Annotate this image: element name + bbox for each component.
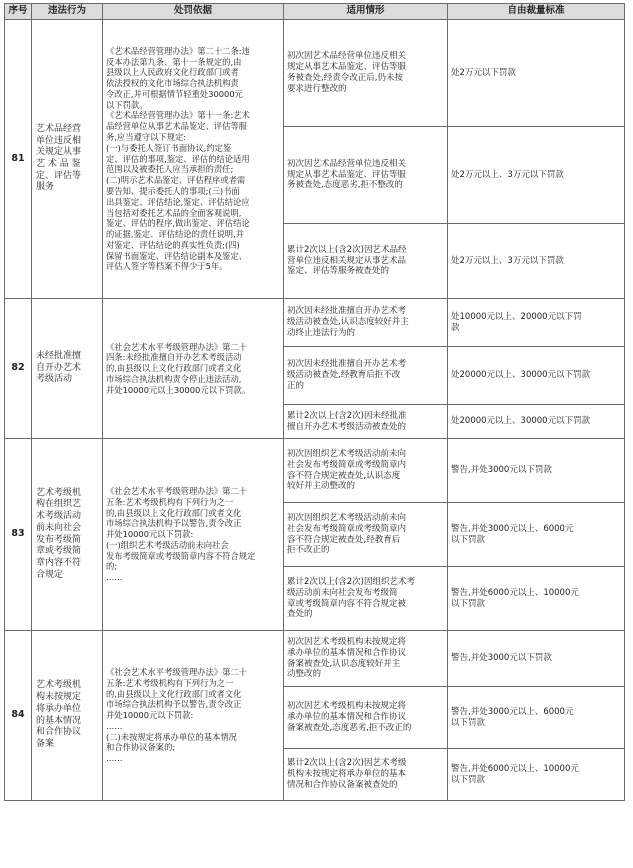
standard-line: 处20000元以上、30000元以下罚款 [451, 416, 591, 427]
discretion-standard-cell [448, 439, 625, 503]
table-row [5, 20, 625, 127]
violation-line: 定、评估等 [36, 170, 82, 181]
situation-line: 初次因未经批准擅自开办艺术考 [287, 306, 407, 317]
discretion-standard-cell [448, 503, 625, 567]
violation-line: 艺术考级机 [36, 680, 82, 691]
standard-line: 以下罚款 [451, 598, 486, 609]
situation-line: 社会发布考级简章或考级简章内 [287, 459, 407, 470]
applicable-situation-cell [284, 224, 448, 299]
applicable-situation-cell [284, 347, 448, 405]
table-row [5, 299, 625, 347]
violation-line: 章内容不符 [36, 557, 82, 568]
penalty-basis-line: 《艺术品经营管理办法》第二十二条:违 [106, 45, 250, 56]
penalty-basis-line: 的证据,鉴定、评估结论的责任说明,并 [106, 229, 245, 240]
header-applicable-situation: 适用情形 [284, 4, 448, 20]
violation-line: 艺术考级机 [36, 487, 82, 498]
applicable-situation-cell [284, 567, 448, 631]
penalty-standards-table [4, 3, 624, 801]
violation-line: 未经批准擅 [36, 350, 82, 361]
violation-cell [32, 299, 103, 439]
violation-line: 构未按规定 [36, 692, 82, 703]
situation-line: 机构未按规定将承办单位的基本 [287, 769, 407, 780]
applicable-situation-cell [284, 439, 448, 503]
violation-line: 构在组织艺 [36, 499, 82, 510]
penalty-basis-cell [103, 20, 284, 299]
situation-line: 初次因组织艺术考级活动前未向 [287, 512, 407, 523]
penalty-basis-line: 保留书面鉴定、评估结论副本及鉴定、 [106, 250, 248, 261]
penalty-basis-line: 反本办法第九条、第十一条规定的,由 [106, 56, 242, 67]
header-violation: 违法行为 [32, 4, 103, 20]
situation-line: 级活动被查处,经教育后拒不改 [287, 370, 401, 381]
discretion-standard-cell [448, 20, 625, 127]
penalty-basis-line: 依法授权的文化市场综合执法机构责 [106, 78, 239, 89]
violation-line: 合规定 [36, 569, 64, 580]
applicable-situation-cell [284, 631, 448, 687]
violation-cell [32, 20, 103, 299]
penalty-basis-line: 市场综合执法机构予以警告,责令改正 [106, 518, 242, 529]
situation-line: 章或考级简章内容不符合规定被 [287, 598, 407, 609]
violation-line: 的基本情况 [36, 715, 82, 726]
situation-line: 承办单位的基本情况和合作协议 [287, 712, 407, 723]
situation-line: 动整改的 [287, 669, 322, 680]
penalty-basis-line: 和合作协议备案的; [106, 742, 176, 753]
violation-line: 艺术品经营 [36, 123, 82, 134]
situation-line: 初次因艺术品经营单位违反相关 [287, 51, 407, 62]
table-row [5, 439, 625, 503]
penalty-basis-line: 评估人签字等档案不得少于5年。 [106, 261, 228, 272]
discretion-standard-cell [448, 749, 625, 801]
penalty-basis-line: 五条:艺术考级机构有下列行为之一 [106, 677, 234, 688]
applicable-situation-cell [284, 20, 448, 127]
violation-line: 前未向社会 [36, 522, 82, 533]
penalty-basis-line: 《艺术品经营管理办法》第十一条:艺术 [106, 110, 250, 121]
situation-line: 累计2次以上(含2次)因未经批准 [287, 410, 407, 421]
violation-line: 术考级活动 [36, 511, 82, 522]
situation-line: 要求进行整改的 [287, 83, 347, 94]
penalty-basis-line: 令改正,并可根据情节轻重处30000元 [106, 88, 243, 99]
situation-line: 社会发布考级简章或考级简章内 [287, 523, 407, 534]
standard-line: 款 [451, 322, 460, 333]
penalty-basis-line: 《社会艺术水平考级管理办法》第二十 [106, 341, 248, 352]
standard-line: 处2万元以上、3万元以下罚款 [451, 255, 564, 266]
penalty-basis-line: 发布考级简章或考级简章内容不符合规定 [106, 550, 256, 561]
penalty-basis-line: 市场综合执法机构责令停止违法活动, [106, 373, 242, 384]
applicable-situation-cell [284, 405, 448, 439]
situation-line: 规定从事艺术品鉴定、评估等服 [287, 62, 407, 73]
applicable-situation-cell [284, 299, 448, 347]
situation-line: 备案被查处,态度恶劣,拒不改正的 [287, 722, 412, 733]
standard-line: 处2万元以上、3万元以下罚款 [451, 169, 564, 180]
situation-line: 鉴定、评估等服务被查处的 [287, 266, 390, 277]
penalty-basis-line: 四条:未经批准擅自开办艺术考级活动 [106, 352, 242, 363]
penalty-basis-line: 品经营单位从事艺术品鉴定、评估等服 [106, 121, 248, 132]
discretion-standard-cell [448, 127, 625, 224]
situation-line: 备案被查处,认识态度较好并主 [287, 658, 401, 669]
standard-line: 以下罚款 [451, 717, 486, 728]
penalty-basis-cell [103, 299, 284, 439]
penalty-basis-line: 市场综合执法机构予以警告,责令改正 [106, 699, 242, 710]
situation-line: 正的 [287, 380, 305, 391]
standard-line: 警告,并处3000元以下罚款 [451, 653, 552, 664]
serial-number-cell: 81 [5, 20, 32, 299]
situation-line: 初次因艺术考级机构未按规定将 [287, 701, 407, 712]
header-row [5, 4, 625, 20]
standard-line: 处20000元以上、30000元以下罚款 [451, 370, 591, 381]
situation-line: 拒不改正的 [287, 545, 330, 556]
situation-line: 初次因艺术考级机构未按规定将 [287, 636, 407, 647]
penalty-basis-line: …… [106, 572, 123, 583]
situation-line: 务被查处,经责令改正后,仍未按 [287, 73, 403, 83]
violation-line: 和合作协议 [36, 727, 82, 738]
violation-line: 艺 术 品 鉴 [36, 159, 81, 169]
serial-number-cell: 83 [5, 439, 32, 631]
situation-line: 初次因未经批准擅自开办艺术考 [287, 359, 407, 370]
penalty-basis-line: 鉴定、评估的程序,做出鉴定、评估结论 [106, 218, 250, 229]
situation-line: 初次因组织艺术考级活动前未向 [287, 448, 407, 459]
penalty-basis-line: 务,应当遵守以下规定: [106, 132, 187, 143]
header-serial: 序号 [5, 4, 32, 20]
penalty-basis-line: 范围以及被委托人应当承担的责任; [106, 164, 234, 175]
situation-line: 务被查处,态度恶劣,拒不整改的 [287, 180, 403, 191]
violation-line: 章或考级简 [36, 546, 82, 557]
table [4, 3, 625, 801]
standard-line: 警告,并处6000元以上、10000元 [451, 763, 579, 774]
situation-line: 容不符合规定被查处,经教育后 [287, 534, 401, 545]
discretion-standard-cell [448, 347, 625, 405]
applicable-situation-cell [284, 127, 448, 224]
violation-line: 发布考级简 [36, 534, 82, 545]
situation-line: 累计2次以上(含2次)因艺术品经 [287, 244, 407, 255]
situation-line: 营单位违反相关规定从事艺术品 [287, 255, 407, 266]
situation-line: 查处的 [287, 609, 313, 620]
situation-line: 容不符合规定被查处,认识态度 [287, 470, 401, 481]
penalty-basis-line: 五条:艺术考级机构有下列行为之一 [106, 496, 234, 507]
violation-line: 单位违反相 [36, 135, 82, 146]
discretion-standard-cell [448, 631, 625, 687]
standard-line: 警告,并处3000元以下罚款 [451, 465, 552, 476]
penalty-basis-line: 《社会艺术水平考级管理办法》第二十 [106, 666, 248, 677]
violation-line: 关规定从事 [36, 147, 82, 158]
situation-line: 级活动前未向社会发布考级简 [287, 587, 398, 598]
penalty-basis-line: 县级以上人民政府文化行政部门或者 [106, 67, 239, 78]
penalty-basis-line: 要告知、提示委托人的事项;(三)书面 [106, 185, 240, 196]
penalty-basis-line: 《社会艺术水平考级管理办法》第二十 [106, 485, 248, 496]
penalty-basis-line: 当包括对委托艺术品的全面客观说明, [106, 207, 242, 218]
violation-line: 自开办艺术 [36, 362, 82, 373]
penalty-basis-line: (二)明示艺术品鉴定、评估程序或者需 [106, 175, 246, 186]
penalty-basis-line: (一)组织艺术考级活动前未向社会 [106, 539, 229, 550]
penalty-basis-cell [103, 439, 284, 631]
header-discretion-standard: 自由裁量标准 [448, 4, 625, 20]
penalty-basis-line: 对鉴定、评估结论的真实性负责;(四) [106, 239, 240, 250]
violation-cell [32, 631, 103, 801]
header-penalty-basis: 处罚依据 [103, 4, 284, 20]
discretion-standard-cell [448, 299, 625, 347]
discretion-standard-cell [448, 224, 625, 299]
penalty-basis-line: (一)与委托人签订书面协议,约定鉴 [106, 142, 232, 153]
discretion-standard-cell [448, 567, 625, 631]
standard-line: 警告,并处3000元以上、6000元 [451, 523, 574, 534]
situation-line: 规定从事艺术品鉴定、评估等服 [287, 169, 407, 180]
situation-line: 动终止违法行为的 [287, 327, 356, 338]
standard-line: 以下罚款 [451, 774, 486, 785]
situation-line: 擅自开办艺术考级活动被查处的 [287, 421, 407, 432]
serial-number-cell: 84 [5, 631, 32, 801]
standard-line: 处10000元以上、20000元以下罚 [451, 311, 582, 322]
penalty-basis-line: 的; [106, 561, 118, 572]
table-row [5, 631, 625, 687]
penalty-basis-line: 定、评估的事项,鉴定、评估的结论适用 [106, 153, 250, 164]
situation-line: 情况和合作协议备案被查处的 [287, 779, 398, 790]
situation-line: 较好并主动整改的 [287, 481, 356, 492]
violation-line: 考级活动 [36, 374, 73, 385]
situation-line: 初次因艺术品经营单位违反相关 [287, 158, 407, 169]
penalty-basis-line: 并处10000元以上30000元以下罚款。 [106, 384, 251, 395]
discretion-standard-cell [448, 405, 625, 439]
situation-line: 承办单位的基本情况和合作协议 [287, 647, 407, 658]
penalty-basis-line: 并处10000元以下罚款: [106, 529, 194, 540]
applicable-situation-cell [284, 503, 448, 567]
penalty-basis-line: (二)未按规定将承办单位的基本情况 [106, 731, 237, 742]
violation-line: 将承办单位 [36, 703, 82, 714]
penalty-basis-line: …… [106, 753, 123, 764]
standard-line: 警告,并处3000元以上、6000元 [451, 706, 574, 717]
standard-line: 处2万元以下罚款 [451, 67, 516, 78]
penalty-basis-line: 的,由县级以上文化行政部门或者文化 [106, 507, 242, 518]
discretion-standard-cell [448, 687, 625, 749]
penalty-basis-cell [103, 631, 284, 801]
situation-line: 累计2次以上(含2次)因组织艺术考 [287, 576, 415, 587]
standard-line: 以下罚款 [451, 534, 486, 545]
penalty-basis-line: …… [106, 720, 123, 731]
violation-cell [32, 439, 103, 631]
applicable-situation-cell [284, 687, 448, 749]
standard-line: 警告,并处6000元以上、10000元 [451, 587, 579, 598]
situation-line: 累计2次以上(含2次)因艺术考级 [287, 758, 407, 769]
serial-number-cell: 82 [5, 299, 32, 439]
violation-line: 备案 [36, 738, 55, 749]
penalty-basis-line: 出具鉴定、评估结论,鉴定、评估结论应 [106, 196, 250, 207]
penalty-basis-line: 并处10000元以下罚款: [106, 710, 194, 721]
situation-line: 级活动被查处,认识态度较好并主 [287, 317, 409, 328]
applicable-situation-cell [284, 749, 448, 801]
violation-line: 服务 [36, 182, 55, 193]
penalty-basis-line: 以下罚款。 [106, 99, 148, 110]
penalty-basis-line: 的,由县级以上文化行政部门或者文化 [106, 688, 242, 699]
penalty-basis-line: 的,由县级以上文化行政部门或者文化 [106, 363, 242, 374]
